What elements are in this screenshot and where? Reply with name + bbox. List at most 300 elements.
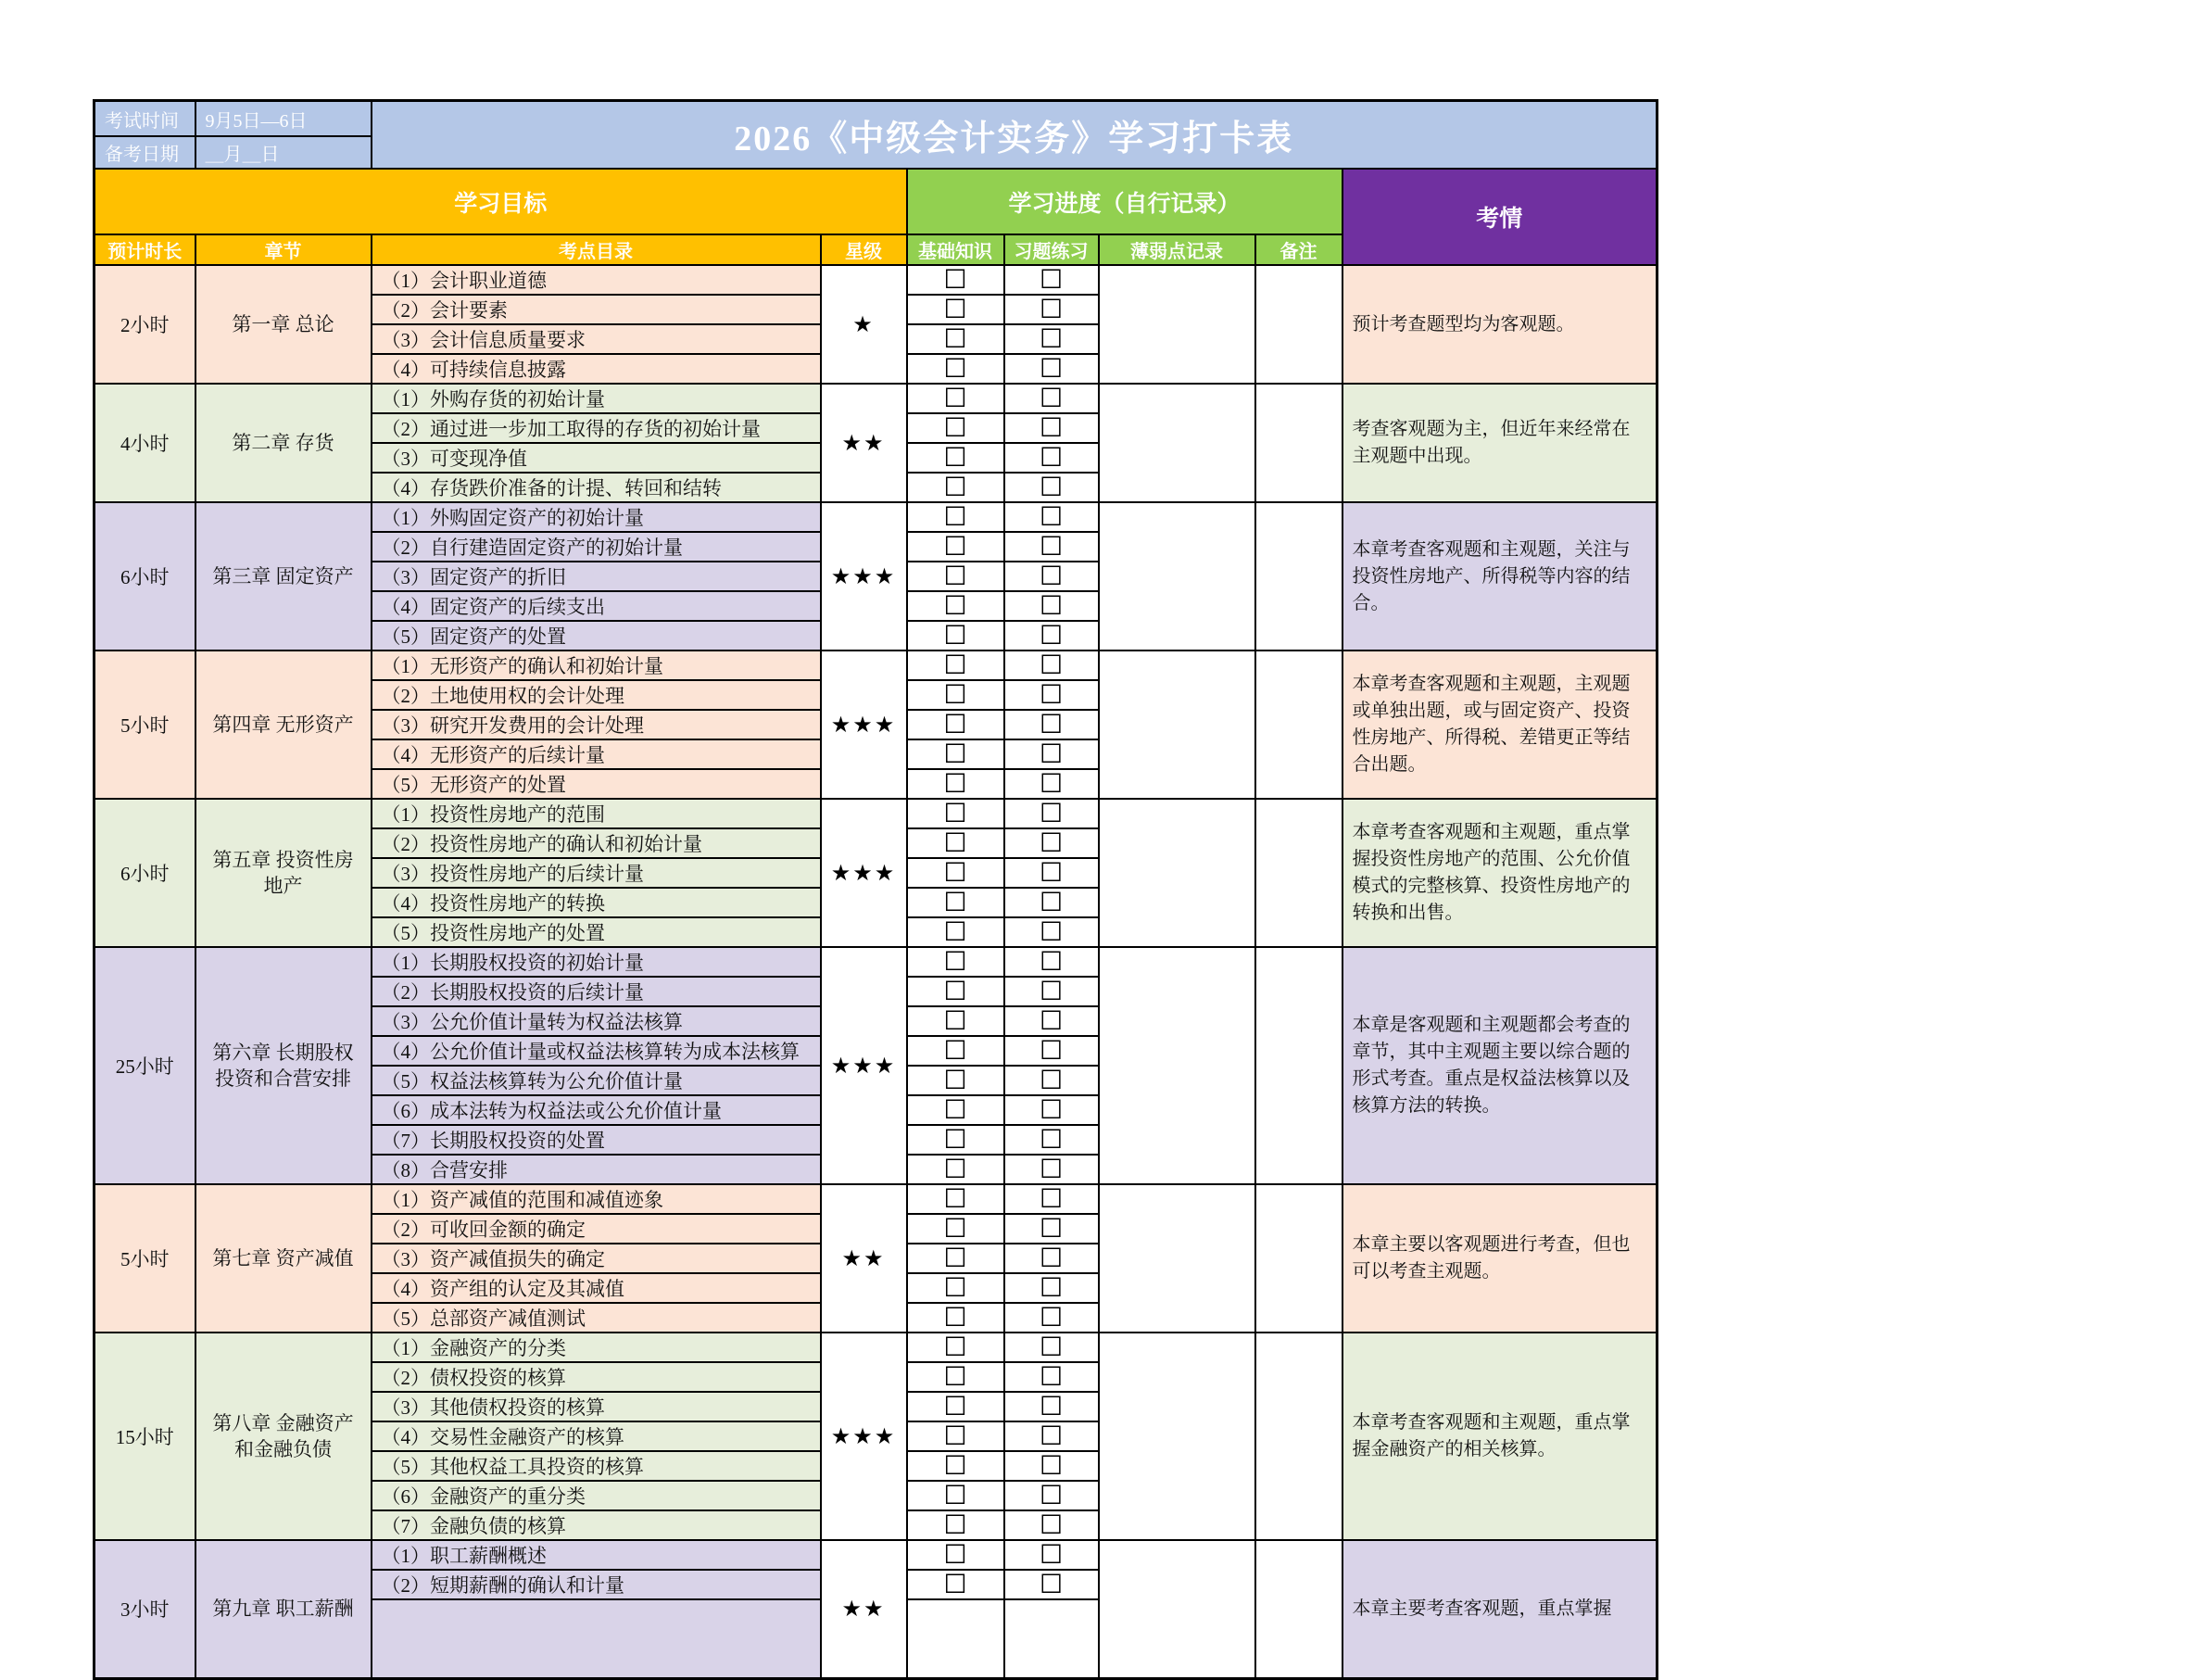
col-header-weak-points: 薄弱点记录: [1099, 234, 1255, 265]
empty-checkbox-icon[interactable]: ☐: [1039, 1213, 1064, 1244]
topic-cell: （2）土地使用权的会计处理: [372, 680, 821, 710]
empty-checkbox-icon[interactable]: ☐: [943, 887, 967, 917]
exercise-checkbox-cell[interactable]: [1004, 1540, 1099, 1570]
empty-checkbox-icon[interactable]: ☐: [1039, 768, 1064, 799]
basic-knowledge-checkbox-cell[interactable]: [907, 1006, 1004, 1036]
empty-checkbox-icon[interactable]: ☐: [1039, 887, 1064, 917]
basic-knowledge-checkbox-cell[interactable]: [907, 1036, 1004, 1066]
empty-checkbox-icon[interactable]: ☐: [1039, 442, 1064, 473]
exam-note-cell: 本章考查客观题和主观题，主观题或单独出题，或与固定资产、投资性房地产、所得税、差错更正等结合出题。: [1343, 651, 1658, 799]
exercise-checkbox-cell[interactable]: [1004, 354, 1099, 384]
empty-checkbox-icon[interactable]: ☐: [943, 620, 967, 651]
empty-checkbox-icon[interactable]: ☐: [1039, 1450, 1064, 1481]
empty-checkbox-icon[interactable]: ☐: [943, 946, 967, 977]
topic-cell: （1）外购存货的初始计量: [372, 384, 821, 413]
basic-knowledge-checkbox-cell[interactable]: [907, 384, 1004, 413]
empty-checkbox-icon[interactable]: ☐: [1039, 1035, 1064, 1066]
star-rating: ★★★: [821, 947, 907, 1184]
topic-cell: （7）长期股权投资的处置: [372, 1125, 821, 1155]
topic-cell: （4）存货跌价准备的计提、转回和结转: [372, 473, 821, 502]
empty-checkbox-icon[interactable]: ☐: [943, 1005, 967, 1036]
exercise-checkbox-cell[interactable]: [1004, 532, 1099, 562]
basic-knowledge-checkbox-cell[interactable]: [907, 1570, 1004, 1599]
duration-cell: 15小时: [95, 1333, 195, 1540]
basic-knowledge-checkbox-cell[interactable]: [907, 799, 1004, 828]
exercise-checkbox-cell[interactable]: [1004, 1333, 1099, 1362]
weak-point-record-cell[interactable]: [1099, 384, 1255, 502]
exercise-checkbox-cell[interactable]: [1004, 1036, 1099, 1066]
empty-checkbox-icon[interactable]: ☐: [1039, 827, 1064, 858]
remark-cell[interactable]: [1255, 1540, 1343, 1678]
page-title: 2026《中级会计实务》学习打卡表: [372, 101, 1658, 170]
exercise-checkbox-cell[interactable]: [1004, 1273, 1099, 1303]
exercise-checkbox-cell[interactable]: [1004, 1451, 1099, 1481]
topic-cell: （2）短期薪酬的确认和计量: [372, 1570, 821, 1599]
basic-knowledge-checkbox-cell[interactable]: [907, 1155, 1004, 1184]
chapter-cell: 第七章 资产减值: [195, 1184, 372, 1333]
topic-cell: （3）其他债权投资的核算: [372, 1392, 821, 1421]
exam-time-label: 考试时间: [95, 101, 195, 137]
star-rating: ★★: [821, 1540, 907, 1678]
exam-note-cell: 本章主要考查客观题，重点掌握: [1343, 1540, 1658, 1678]
exercise-checkbox-cell[interactable]: [1004, 1184, 1099, 1214]
basic-knowledge-checkbox-cell[interactable]: [907, 1273, 1004, 1303]
chapter-cell: 第一章 总论: [195, 265, 372, 384]
empty-checkbox-icon[interactable]: ☐: [1039, 1509, 1064, 1540]
basic-knowledge-checkbox-cell[interactable]: [907, 1184, 1004, 1214]
exercise-checkbox-cell[interactable]: [1004, 739, 1099, 769]
exercise-checkbox-cell[interactable]: [1004, 295, 1099, 324]
weak-point-record-cell[interactable]: [1099, 799, 1255, 947]
empty-checkbox-icon[interactable]: ☐: [1039, 264, 1064, 295]
remark-cell[interactable]: [1255, 384, 1343, 502]
col-header-basic-knowledge: 基础知识: [907, 234, 1004, 265]
topic-cell: （4）公允价值计量或权益法核算转为成本法核算: [372, 1036, 821, 1066]
basic-knowledge-checkbox-cell[interactable]: [907, 502, 1004, 532]
empty-checkbox-icon[interactable]: ☐: [943, 1391, 967, 1421]
empty-checkbox-icon[interactable]: ☐: [943, 857, 967, 888]
exercise-checkbox-cell[interactable]: [1004, 1155, 1099, 1184]
exercise-checkbox-cell[interactable]: [1004, 1066, 1099, 1095]
basic-knowledge-checkbox-cell[interactable]: [907, 473, 1004, 502]
col-header-exercise: 习题练习: [1004, 234, 1099, 265]
empty-checkbox-icon[interactable]: ☐: [1039, 1183, 1064, 1214]
empty-checkbox-icon[interactable]: ☐: [943, 739, 967, 769]
empty-checkbox-icon[interactable]: ☐: [943, 472, 967, 502]
basic-knowledge-checkbox-cell[interactable]: [907, 888, 1004, 917]
basic-knowledge-checkbox-cell[interactable]: [907, 947, 1004, 977]
chapter-cell: 第九章 职工薪酬: [195, 1540, 372, 1678]
exercise-checkbox-cell[interactable]: [1004, 502, 1099, 532]
exam-note-cell: 考查客观题为主，但近年来经常在主观题中出现。: [1343, 384, 1658, 502]
basic-knowledge-checkbox-cell[interactable]: [907, 651, 1004, 680]
duration-cell: 5小时: [95, 651, 195, 799]
basic-knowledge-checkbox-cell[interactable]: [907, 1421, 1004, 1451]
topic-cell: （7）金融负债的核算: [372, 1510, 821, 1540]
empty-checkbox-icon[interactable]: ☐: [1039, 1243, 1064, 1273]
topic-cell: （4）资产组的认定及其减值: [372, 1273, 821, 1303]
empty-checkbox-icon[interactable]: ☐: [943, 1065, 967, 1095]
topic-cell: （3）会计信息质量要求: [372, 324, 821, 354]
star-rating: ★★: [821, 1184, 907, 1333]
empty-checkbox-icon[interactable]: ☐: [943, 442, 967, 473]
empty-checkbox-icon[interactable]: ☐: [943, 501, 967, 532]
empty-checkbox-icon[interactable]: ☐: [943, 679, 967, 710]
weak-point-record-cell[interactable]: [1099, 502, 1255, 651]
basic-knowledge-checkbox-cell[interactable]: [907, 413, 1004, 443]
empty-checkbox-icon[interactable]: ☐: [943, 976, 967, 1006]
empty-checkbox-icon[interactable]: ☐: [1039, 1005, 1064, 1036]
exercise-checkbox-cell[interactable]: [1004, 413, 1099, 443]
empty-checkbox-icon[interactable]: ☐: [1039, 1094, 1064, 1125]
exercise-checkbox-cell[interactable]: [1004, 384, 1099, 413]
topic-cell: （1）金融资产的分类: [372, 1333, 821, 1362]
topic-cell: （1）无形资产的确认和初始计量: [372, 651, 821, 680]
empty-checkbox-icon[interactable]: ☐: [943, 1539, 967, 1570]
empty-checkbox-icon[interactable]: ☐: [943, 1361, 967, 1392]
empty-checkbox-icon[interactable]: ☐: [943, 1332, 967, 1362]
exercise-checkbox-cell[interactable]: [1004, 473, 1099, 502]
topic-cell: （3）投资性房地产的后续计量: [372, 858, 821, 888]
basic-knowledge-checkbox-cell[interactable]: [907, 769, 1004, 799]
empty-checkbox-icon[interactable]: ☐: [943, 1509, 967, 1540]
topic-cell: （1）会计职业道德: [372, 265, 821, 295]
weak-point-record-cell[interactable]: [1099, 1184, 1255, 1333]
star-rating: ★: [821, 265, 907, 384]
topic-cell: （2）投资性房地产的确认和初始计量: [372, 828, 821, 858]
star-rating: ★★★: [821, 1333, 907, 1540]
basic-knowledge-checkbox-cell[interactable]: [907, 1095, 1004, 1125]
exercise-checkbox-cell[interactable]: [1004, 1303, 1099, 1333]
remark-cell[interactable]: [1255, 1184, 1343, 1333]
empty-checkbox-icon[interactable]: ☐: [943, 650, 967, 680]
topic-cell: （1）长期股权投资的初始计量: [372, 947, 821, 977]
empty-checkbox-icon[interactable]: ☐: [1039, 353, 1064, 384]
exam-note-cell: 本章考查客观题和主观题，重点掌握金融资产的相关核算。: [1343, 1333, 1658, 1540]
empty-checkbox-icon[interactable]: ☐: [943, 561, 967, 591]
empty-checkbox-icon[interactable]: ☐: [943, 294, 967, 324]
empty-checkbox-icon[interactable]: ☐: [943, 827, 967, 858]
duration-cell: 6小时: [95, 502, 195, 651]
basic-knowledge-checkbox-cell[interactable]: [907, 977, 1004, 1006]
chapter-cell: 第六章 长期股权投资和合营安排: [195, 947, 372, 1184]
empty-checkbox-icon[interactable]: ☐: [1039, 412, 1064, 443]
star-rating: ★★: [821, 384, 907, 502]
empty-checkbox-icon[interactable]: ☐: [1039, 1065, 1064, 1095]
topic-cell: （6）金融资产的重分类: [372, 1481, 821, 1510]
topic-cell: （2）可收回金额的确定: [372, 1214, 821, 1244]
exercise-checkbox-cell[interactable]: [1004, 1006, 1099, 1036]
topic-cell: （4）交易性金融资产的核算: [372, 1421, 821, 1451]
exam-time-value: 9月5日—6日: [195, 101, 372, 137]
empty-checkbox-icon[interactable]: ☐: [1039, 1154, 1064, 1184]
topic-cell: （6）成本法转为权益法或公允价值计量: [372, 1095, 821, 1125]
empty-checkbox-icon[interactable]: ☐: [943, 1421, 967, 1451]
basic-knowledge-checkbox-cell[interactable]: [907, 532, 1004, 562]
basic-knowledge-checkbox-cell[interactable]: [907, 710, 1004, 739]
weak-point-record-cell[interactable]: [1099, 1540, 1255, 1678]
exercise-checkbox-cell[interactable]: [1004, 1214, 1099, 1244]
exercise-checkbox-cell[interactable]: [1004, 1570, 1099, 1599]
topic-cell: （5）投资性房地产的处置: [372, 917, 821, 947]
empty-checkbox-icon[interactable]: ☐: [1039, 1124, 1064, 1155]
empty-checkbox-icon[interactable]: ☐: [943, 1569, 967, 1599]
basic-knowledge-checkbox-cell[interactable]: [907, 1066, 1004, 1095]
remark-cell[interactable]: [1255, 265, 1343, 384]
empty-checkbox-icon[interactable]: ☐: [943, 1213, 967, 1244]
empty-checkbox-icon[interactable]: ☐: [1039, 709, 1064, 739]
topic-cell: （5）总部资产减值测试: [372, 1303, 821, 1333]
empty-checkbox-icon[interactable]: ☐: [1039, 1569, 1064, 1599]
exercise-checkbox-cell[interactable]: [1004, 324, 1099, 354]
study-table: [93, 99, 1658, 1623]
remark-cell[interactable]: [1255, 502, 1343, 651]
topic-cell: （4）无形资产的后续计量: [372, 739, 821, 769]
exercise-checkbox-cell[interactable]: [1004, 680, 1099, 710]
exercise-checkbox-cell[interactable]: [1004, 1125, 1099, 1155]
empty-checkbox-icon[interactable]: ☐: [1039, 650, 1064, 680]
topic-cell: （5）无形资产的处置: [372, 769, 821, 799]
basic-knowledge-checkbox-cell[interactable]: [907, 1510, 1004, 1540]
basic-knowledge-checkbox-cell[interactable]: [907, 562, 1004, 591]
topic-cell: （3）固定资产的折旧: [372, 562, 821, 591]
basic-knowledge-checkbox-cell[interactable]: [907, 1451, 1004, 1481]
exercise-checkbox-cell[interactable]: [1004, 799, 1099, 828]
exercise-checkbox-cell[interactable]: [1004, 1392, 1099, 1421]
exercise-checkbox-cell[interactable]: [1004, 591, 1099, 621]
weak-point-record-cell[interactable]: [1099, 1333, 1255, 1540]
empty-checkbox-icon[interactable]: ☐: [1039, 472, 1064, 502]
exercise-checkbox-cell[interactable]: [1004, 710, 1099, 739]
empty-checkbox-icon[interactable]: ☐: [943, 1302, 967, 1333]
exercise-checkbox-cell[interactable]: [1004, 1481, 1099, 1510]
exercise-checkbox-cell[interactable]: [1004, 1095, 1099, 1125]
empty-checkbox-icon[interactable]: ☐: [943, 1094, 967, 1125]
basic-knowledge-checkbox-cell[interactable]: [907, 1540, 1004, 1570]
empty-checkbox-icon[interactable]: ☐: [943, 1243, 967, 1273]
topic-cell: （3）可变现净值: [372, 443, 821, 473]
empty-checkbox-icon[interactable]: ☐: [943, 383, 967, 413]
topic-cell: [372, 1599, 821, 1678]
empty-checkbox-icon[interactable]: ☐: [1039, 1361, 1064, 1392]
study-goal-header: 学习目标: [95, 169, 907, 234]
basic-knowledge-checkbox-cell[interactable]: [907, 443, 1004, 473]
chapter-cell: 第二章 存货: [195, 384, 372, 502]
basic-knowledge-checkbox-cell[interactable]: [907, 591, 1004, 621]
empty-checkbox-icon[interactable]: ☐: [1039, 383, 1064, 413]
empty-checkbox-icon[interactable]: ☐: [943, 1035, 967, 1066]
empty-checkbox-icon[interactable]: ☐: [1039, 1302, 1064, 1333]
exercise-checkbox-cell[interactable]: [1004, 1510, 1099, 1540]
exercise-checkbox-cell[interactable]: [1004, 858, 1099, 888]
topic-cell: （5）权益法核算转为公允价值计量: [372, 1066, 821, 1095]
basic-knowledge-checkbox-cell[interactable]: [907, 324, 1004, 354]
basic-knowledge-checkbox-cell[interactable]: [907, 295, 1004, 324]
topic-cell: （1）职工薪酬概述: [372, 1540, 821, 1570]
empty-checkbox-icon[interactable]: ☐: [943, 264, 967, 295]
empty-checkbox-icon[interactable]: ☐: [1039, 1332, 1064, 1362]
exercise-checkbox-cell[interactable]: [1004, 828, 1099, 858]
star-rating: ★★★: [821, 651, 907, 799]
basic-knowledge-checkbox-cell[interactable]: [907, 1599, 1004, 1678]
basic-knowledge-checkbox-cell[interactable]: [907, 1303, 1004, 1333]
topic-cell: （2）自行建造固定资产的初始计量: [372, 532, 821, 562]
empty-checkbox-icon[interactable]: ☐: [943, 1154, 967, 1184]
empty-checkbox-icon[interactable]: ☐: [1039, 501, 1064, 532]
basic-knowledge-checkbox-cell[interactable]: [907, 739, 1004, 769]
topic-cell: （8）合营安排: [372, 1155, 821, 1184]
topic-cell: （2）会计要素: [372, 295, 821, 324]
chapter-cell: 第三章 固定资产: [195, 502, 372, 651]
basic-knowledge-checkbox-cell[interactable]: [907, 621, 1004, 651]
empty-checkbox-icon[interactable]: ☐: [1039, 561, 1064, 591]
empty-checkbox-icon[interactable]: ☐: [1039, 1391, 1064, 1421]
duration-cell: 2小时: [95, 265, 195, 384]
topic-cell: （5）其他权益工具投资的核算: [372, 1451, 821, 1481]
basic-knowledge-checkbox-cell[interactable]: [907, 354, 1004, 384]
empty-checkbox-icon[interactable]: ☐: [1039, 916, 1064, 947]
empty-checkbox-icon[interactable]: ☐: [1039, 679, 1064, 710]
empty-checkbox-icon[interactable]: ☐: [943, 1480, 967, 1510]
exam-info-header: 考情: [1343, 169, 1658, 265]
topic-cell: （4）可持续信息披露: [372, 354, 821, 384]
empty-checkbox-icon[interactable]: ☐: [1039, 946, 1064, 977]
exercise-checkbox-cell[interactable]: [1004, 265, 1099, 295]
weak-point-record-cell[interactable]: [1099, 265, 1255, 384]
empty-checkbox-icon[interactable]: ☐: [1039, 1539, 1064, 1570]
basic-knowledge-checkbox-cell[interactable]: [907, 858, 1004, 888]
basic-knowledge-checkbox-cell[interactable]: [907, 265, 1004, 295]
chapter-cell: 第八章 金融资产和金融负债: [195, 1333, 372, 1540]
empty-checkbox-icon[interactable]: ☐: [943, 1183, 967, 1214]
topic-cell: （2）长期股权投资的后续计量: [372, 977, 821, 1006]
topic-cell: （1）外购固定资产的初始计量: [372, 502, 821, 532]
basic-knowledge-checkbox-cell[interactable]: [907, 1362, 1004, 1392]
col-header-chapter: 章节: [195, 234, 372, 265]
col-header-topics: 考点目录: [372, 234, 821, 265]
exercise-checkbox-cell[interactable]: [1004, 621, 1099, 651]
exam-note-cell: 本章考查客观题和主观题，重点掌握投资性房地产的范围、公允价值模式的完整核算、投资性房地产的转换和出售。: [1343, 799, 1658, 947]
topic-cell: （2）通过进一步加工取得的存货的初始计量: [372, 413, 821, 443]
empty-checkbox-icon[interactable]: ☐: [943, 1272, 967, 1303]
topic-cell: （2）债权投资的核算: [372, 1362, 821, 1392]
topic-cell: （3）公允价值计量转为权益法核算: [372, 1006, 821, 1036]
weak-point-record-cell[interactable]: [1099, 651, 1255, 799]
empty-checkbox-icon[interactable]: ☐: [943, 798, 967, 828]
exercise-checkbox-cell[interactable]: [1004, 917, 1099, 947]
duration-cell: 3小时: [95, 1540, 195, 1678]
remark-cell[interactable]: [1255, 799, 1343, 947]
exam-note-cell: 本章是客观题和主观题都会考查的章节，其中主观题主要以综合题的形式考查。重点是权益法核算以及核算方法的转换。: [1343, 947, 1658, 1184]
exercise-checkbox-cell[interactable]: [1004, 947, 1099, 977]
chapter-cell: 第五章 投资性房地产: [195, 799, 372, 947]
col-header-stars: 星级: [821, 234, 907, 265]
basic-knowledge-checkbox-cell[interactable]: [907, 828, 1004, 858]
duration-cell: 6小时: [95, 799, 195, 947]
prep-date-label: 备考日期: [95, 136, 195, 169]
topic-cell: （4）投资性房地产的转换: [372, 888, 821, 917]
topic-cell: （1）资产减值的范围和减值迹象: [372, 1184, 821, 1214]
empty-checkbox-icon[interactable]: ☐: [943, 916, 967, 947]
empty-checkbox-icon[interactable]: ☐: [1039, 620, 1064, 651]
empty-checkbox-icon[interactable]: ☐: [1039, 1480, 1064, 1510]
star-rating: ★★★: [821, 502, 907, 651]
col-header-duration: 预计时长: [95, 234, 195, 265]
study-checkin-table: [93, 99, 1658, 1680]
exercise-checkbox-cell[interactable]: [1004, 651, 1099, 680]
prep-date-value[interactable]: ＿月＿日: [195, 136, 372, 169]
topic-cell: （5）固定资产的处置: [372, 621, 821, 651]
remark-cell[interactable]: [1255, 1333, 1343, 1540]
exam-note-cell: 本章主要以客观题进行考查，但也可以考查主观题。: [1343, 1184, 1658, 1333]
topic-cell: （4）固定资产的后续支出: [372, 591, 821, 621]
basic-knowledge-checkbox-cell[interactable]: [907, 1333, 1004, 1362]
empty-checkbox-icon[interactable]: ☐: [943, 323, 967, 354]
exercise-checkbox-cell[interactable]: [1004, 1599, 1099, 1678]
empty-checkbox-icon[interactable]: ☐: [1039, 531, 1064, 562]
empty-checkbox-icon[interactable]: ☐: [1039, 323, 1064, 354]
empty-checkbox-icon[interactable]: ☐: [1039, 590, 1064, 621]
basic-knowledge-checkbox-cell[interactable]: [907, 680, 1004, 710]
progress-header: 学习进度（自行记录）: [907, 169, 1343, 234]
exercise-checkbox-cell[interactable]: [1004, 977, 1099, 1006]
exercise-checkbox-cell[interactable]: [1004, 769, 1099, 799]
exercise-checkbox-cell[interactable]: [1004, 443, 1099, 473]
exercise-checkbox-cell[interactable]: [1004, 1362, 1099, 1392]
empty-checkbox-icon[interactable]: ☐: [943, 590, 967, 621]
star-rating: ★★★: [821, 799, 907, 947]
empty-checkbox-icon[interactable]: ☐: [1039, 857, 1064, 888]
empty-checkbox-icon[interactable]: ☐: [943, 412, 967, 443]
basic-knowledge-checkbox-cell[interactable]: [907, 917, 1004, 947]
empty-checkbox-icon[interactable]: ☐: [1039, 1272, 1064, 1303]
empty-checkbox-icon[interactable]: ☐: [1039, 976, 1064, 1006]
exercise-checkbox-cell[interactable]: [1004, 888, 1099, 917]
remark-cell[interactable]: [1255, 947, 1343, 1184]
empty-checkbox-icon[interactable]: ☐: [1039, 294, 1064, 324]
duration-cell: 5小时: [95, 1184, 195, 1333]
topic-cell: （3）研究开发费用的会计处理: [372, 710, 821, 739]
empty-checkbox-icon[interactable]: ☐: [943, 531, 967, 562]
basic-knowledge-checkbox-cell[interactable]: [907, 1392, 1004, 1421]
chapter-cell: 第四章 无形资产: [195, 651, 372, 799]
empty-checkbox-icon[interactable]: ☐: [1039, 739, 1064, 769]
basic-knowledge-checkbox-cell[interactable]: [907, 1244, 1004, 1273]
exam-note-cell: 本章考查客观题和主观题，关注与投资性房地产、所得税等内容的结合。: [1343, 502, 1658, 651]
empty-checkbox-icon[interactable]: ☐: [1039, 1421, 1064, 1451]
empty-checkbox-icon[interactable]: ☐: [1039, 798, 1064, 828]
topic-cell: （1）投资性房地产的范围: [372, 799, 821, 828]
exam-note-cell: 预计考查题型均为客观题。: [1343, 265, 1658, 384]
empty-checkbox-icon[interactable]: ☐: [943, 1124, 967, 1155]
duration-cell: 4小时: [95, 384, 195, 502]
empty-checkbox-icon[interactable]: ☐: [943, 353, 967, 384]
basic-knowledge-checkbox-cell[interactable]: [907, 1481, 1004, 1510]
basic-knowledge-checkbox-cell[interactable]: [907, 1125, 1004, 1155]
duration-cell: 25小时: [95, 947, 195, 1184]
topic-cell: （3）资产减值损失的确定: [372, 1244, 821, 1273]
empty-checkbox-icon[interactable]: ☐: [943, 768, 967, 799]
col-header-remarks: 备注: [1255, 234, 1343, 265]
weak-point-record-cell[interactable]: [1099, 947, 1255, 1184]
empty-checkbox-icon[interactable]: ☐: [943, 1450, 967, 1481]
empty-checkbox-icon[interactable]: ☐: [943, 709, 967, 739]
exercise-checkbox-cell[interactable]: [1004, 1244, 1099, 1273]
remark-cell[interactable]: [1255, 651, 1343, 799]
basic-knowledge-checkbox-cell[interactable]: [907, 1214, 1004, 1244]
exercise-checkbox-cell[interactable]: [1004, 562, 1099, 591]
exercise-checkbox-cell[interactable]: [1004, 1421, 1099, 1451]
